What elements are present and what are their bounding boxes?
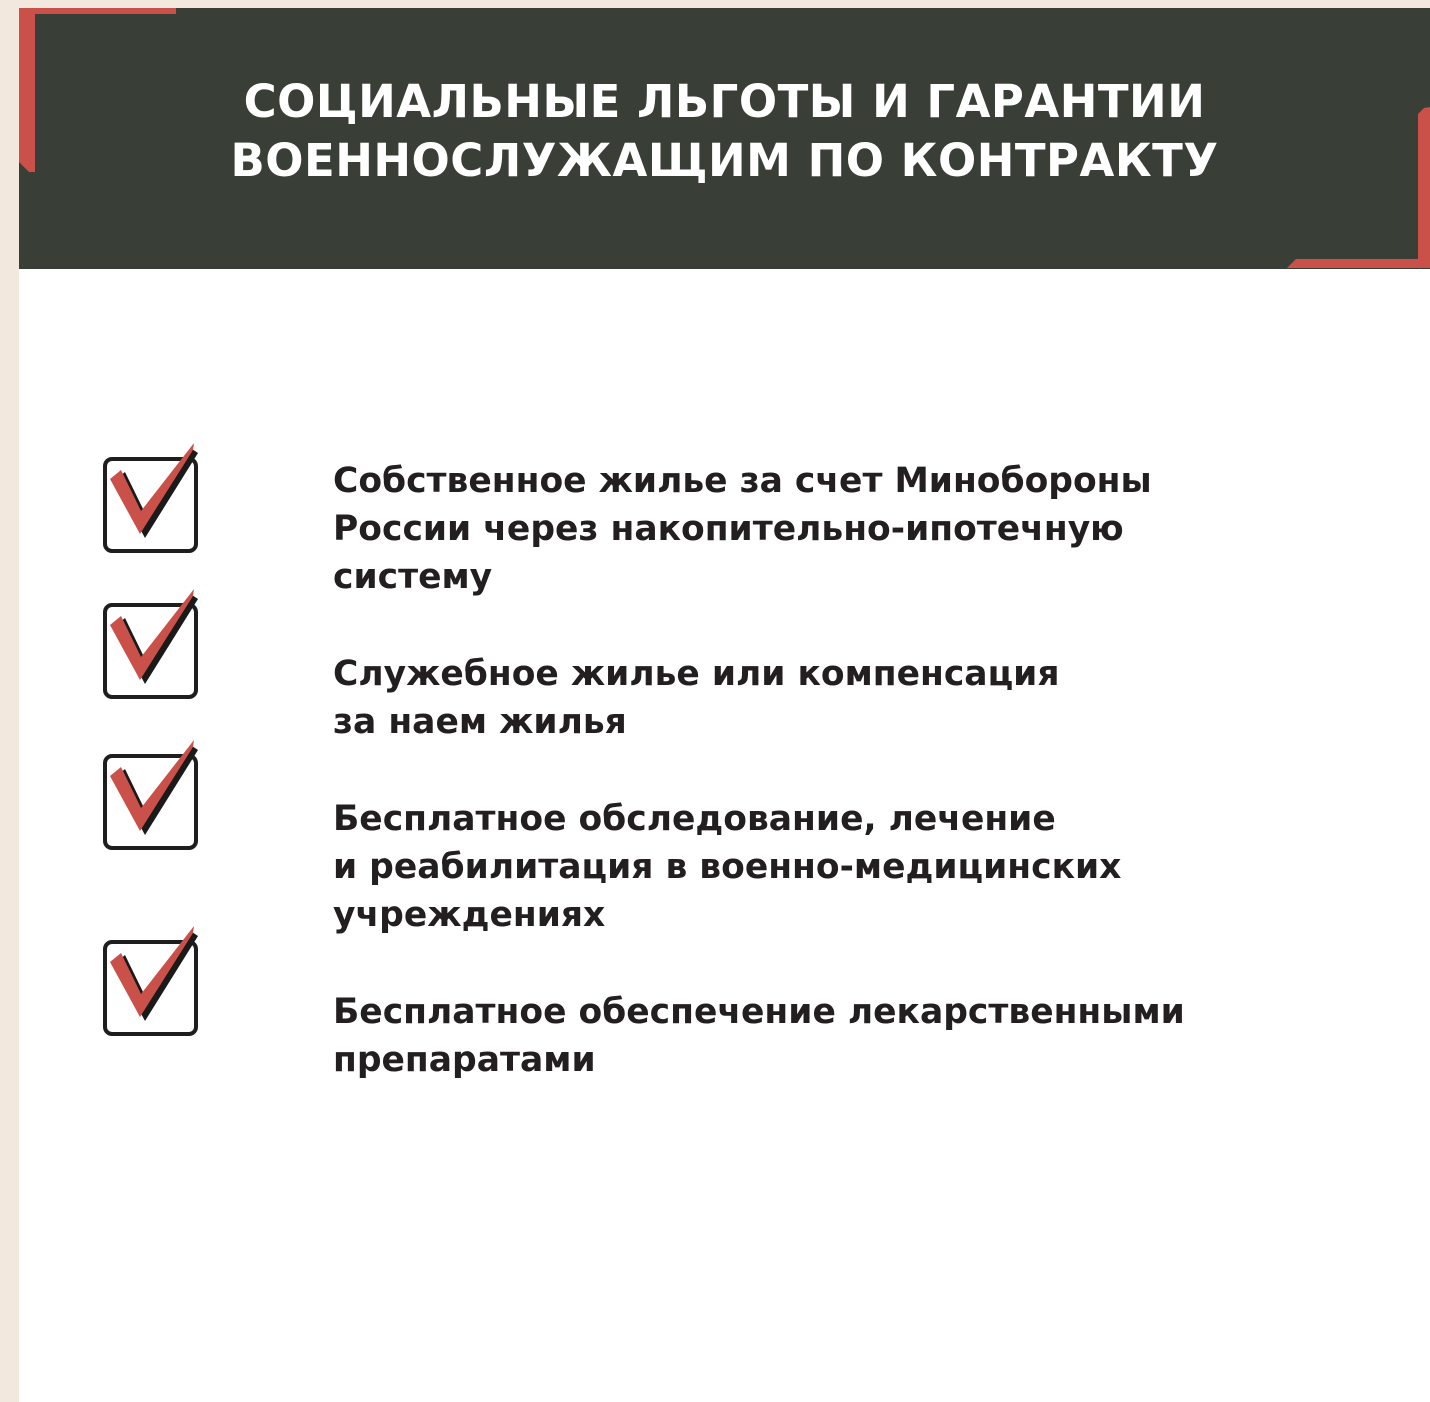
benefit-text-line: Служебное жилье или компенсация [333, 654, 1060, 694]
benefit-text-line: Собственное жилье за счет Минобороны [333, 461, 1152, 501]
benefit-text-line: учреждениях [333, 895, 606, 935]
benefit-text-line: России через накопительно-ипотечную [333, 509, 1124, 549]
benefit-item-service-housing [333, 650, 1333, 746]
benefit-text-line: за наем жилья [333, 702, 627, 742]
benefit-item-housing-ownership [333, 457, 1333, 601]
benefit-text-line: Бесплатное обследование, лечение [333, 799, 1056, 839]
benefit-item-medicines [333, 988, 1333, 1084]
title-line-1: СОЦИАЛЬНЫЕ ЛЬГОТЫ И ГАРАНТИИ [243, 75, 1206, 128]
checkbox-checked-icon [100, 443, 204, 557]
benefit-text-line: и реабилитация в военно-медицинских [333, 847, 1122, 887]
benefit-item-medical-care [333, 795, 1333, 939]
checkbox-checked-icon [100, 589, 204, 703]
benefit-text-line: Бесплатное обеспечение лекарственными [333, 992, 1185, 1032]
title-line-2: ВОЕННОСЛУЖАЩИМ ПО КОНТРАКТУ [230, 134, 1219, 187]
checkbox-checked-icon [100, 740, 204, 854]
benefit-text-line: препаратами [333, 1040, 596, 1080]
page-title [19, 72, 1430, 190]
benefit-text-line: систему [333, 557, 493, 597]
checkbox-checked-icon [100, 926, 204, 1040]
